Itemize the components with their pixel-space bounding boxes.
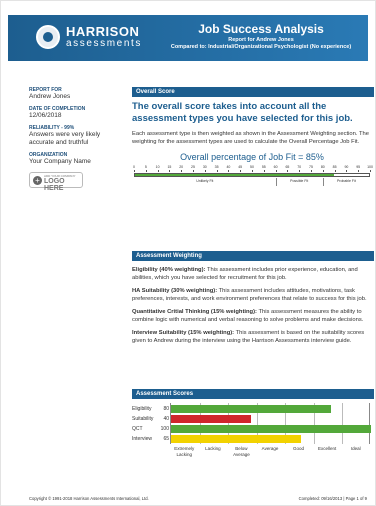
job-fit-tick-mark <box>169 170 170 172</box>
job-fit-zone-label: Probable Fit <box>336 179 356 183</box>
score-bar <box>171 405 331 413</box>
score-row-label: Suitability <box>132 416 154 422</box>
score-category-label: Good <box>293 446 305 451</box>
overall-headline: The overall score takes into account all the assessment types you have selected for this job. <box>132 101 353 124</box>
score-bar <box>171 435 301 443</box>
scores-bar: Assessment Scores <box>132 389 374 399</box>
footer-completed: Completed: 09/16/2013 | Page 1 of 9 <box>298 496 367 501</box>
report-title: Job Success Analysis <box>198 22 324 36</box>
score-row-label: Eligibility <box>132 406 152 412</box>
weighting-item-text: This assessment is based on the suitability scores given to Andrew during the interview using the Harrison Assessments interview guide. <box>132 330 365 344</box>
header-title-block <box>156 22 366 51</box>
job-fit-tick-label: 30 <box>202 165 207 169</box>
score-category-label: Lacking <box>205 446 221 451</box>
logo-placeholder-small: ADD YOUR COMPANY <box>44 174 76 178</box>
report-header <box>8 15 368 61</box>
job-fit-tick-label: 100 <box>367 165 373 169</box>
weighting-item-text: This assessment includes prior experience, education, and abilities, which you have selected for recruitment for this job. <box>132 267 358 281</box>
job-fit-tick-label: 10 <box>155 165 160 169</box>
reliability-label: RELIABILITY - 99% <box>29 125 75 131</box>
report-subtitle: Report for Andrew Jones <box>228 37 294 43</box>
weighting-item <box>132 329 372 345</box>
plus-icon: + <box>33 176 42 185</box>
job-fit-tick-mark <box>134 170 135 172</box>
job-fit-tick-label: 0 <box>133 165 135 169</box>
job-fit-tick-label: 20 <box>179 165 184 169</box>
overall-paragraph: Each assessment type is then weighted as shown in the Assessment Weighting section. The weighting for the assessment types are used to calculate the Overall Percentage Job Fit. <box>132 131 369 145</box>
job-fit-zone-label: Possible Fit <box>290 179 309 183</box>
score-row-label: Interview <box>132 436 153 442</box>
weighting-item-title: Quantitative Critial Thinking (15% weighting): <box>132 309 257 315</box>
organization-label: ORGANIZATION <box>29 152 68 158</box>
weighting-item <box>132 266 372 282</box>
job-fit-tick-mark <box>346 170 347 172</box>
score-category-label: Ideal <box>350 446 361 451</box>
job-fit-zone-divider <box>276 178 277 186</box>
job-fit-tick-mark <box>193 170 194 172</box>
assessment-scores-chart <box>132 403 372 463</box>
job-fit-tick-mark <box>146 170 147 172</box>
score-row-value: 65 <box>163 436 169 442</box>
date-value: 12/06/2018 <box>29 112 62 119</box>
harrison-logo-icon <box>36 25 60 49</box>
score-category-label: Excellent <box>318 446 337 451</box>
job-fit-tick-label: 50 <box>250 165 254 169</box>
score-row-label: QCT <box>132 426 143 432</box>
reliability-value: Answers were very likely accurate and truthful <box>29 131 101 146</box>
score-row-value: 40 <box>163 416 169 422</box>
job-fit-tick-label: 60 <box>273 165 278 169</box>
footer-copyright: Copyright © 1991-2018 Harrison Assessments International, Ltd. <box>29 496 149 501</box>
weighting-item <box>132 287 372 303</box>
score-category-label: Extremely Lacking <box>174 446 195 457</box>
job-fit-tick-label: 25 <box>191 165 195 169</box>
scores-gridline <box>342 403 343 444</box>
job-fit-tick-label: 40 <box>226 165 231 169</box>
job-fit-tick-mark <box>181 170 182 172</box>
assessment-scores-section <box>132 389 376 463</box>
report-comparison: Compared to: Industrial/Organizational Psychologist (No experience) <box>170 44 352 50</box>
job-fit-title: Overall percentage of Job Fit = 85% <box>180 152 324 162</box>
job-fit-tick-mark <box>358 170 359 172</box>
job-fit-tick-label: 85 <box>332 165 337 169</box>
job-fit-tick-label: 5 <box>144 165 147 169</box>
scores-plot-area <box>170 403 370 444</box>
job-fit-tick-mark <box>158 170 159 172</box>
job-fit-tick-label: 45 <box>238 165 243 169</box>
sidebar <box>29 87 119 192</box>
brand-name: HARRISON <box>66 24 140 39</box>
score-bar <box>171 415 251 423</box>
job-fit-tick-label: 65 <box>285 165 290 169</box>
job-fit-tick-label: 90 <box>344 165 349 169</box>
job-fit-fill <box>135 174 334 176</box>
job-fit-tick-mark <box>311 170 312 172</box>
job-fit-tick-mark <box>217 170 218 172</box>
job-fit-tick-mark <box>370 170 371 172</box>
job-fit-tick-mark <box>276 170 277 172</box>
job-fit-tick-mark <box>264 170 265 172</box>
job-fit-tick-mark <box>228 170 229 172</box>
job-fit-tick-mark <box>205 170 206 172</box>
overall-score-bar: Overall Score <box>132 87 374 97</box>
brand <box>66 25 142 49</box>
weighting-item <box>132 308 372 324</box>
weighting-item-title: HA Suitability (30% weighting): <box>132 288 218 294</box>
job-fit-tick-mark <box>335 170 336 172</box>
job-fit-tick-label: 75 <box>309 165 313 169</box>
job-fit-zone-divider <box>323 178 324 186</box>
weighting-item-text: This assessment includes attitudes, motivations, task preferences, interests, and work environment preferences that relate to success for this job. <box>132 288 367 302</box>
score-row-value: 80 <box>163 406 169 412</box>
date-label: DATE OF COMPLETION <box>29 106 86 112</box>
job-fit-track <box>134 173 370 177</box>
job-fit-zone-label: Unlikely Fit <box>196 179 214 183</box>
score-category-label: Below Average <box>233 446 250 457</box>
job-fit-tick-label: 55 <box>261 165 266 169</box>
job-fit-tick-mark <box>299 170 300 172</box>
job-fit-tick-mark <box>287 170 288 172</box>
overall-score-section <box>132 87 376 201</box>
score-bar <box>171 425 371 433</box>
assessment-weighting-section <box>132 251 376 345</box>
score-row-value: 100 <box>160 426 169 432</box>
score-category-label: Average <box>261 446 279 451</box>
company-logo-placeholder <box>29 172 83 192</box>
job-fit-scale <box>132 165 372 201</box>
weighting-item-title: Interview Suitability (15% weighting): <box>132 330 235 336</box>
job-fit-tick-mark <box>323 170 324 172</box>
organization-value: Your Company Name <box>29 158 91 165</box>
job-fit-tick-label: 95 <box>356 165 361 169</box>
logo-placeholder-big: LOGO HERE <box>44 178 65 192</box>
weighting-item-text: This assessment measures the ability to combine logic with numerical and verbal reasoning to solve problems and make decisions. <box>132 309 364 323</box>
job-fit-tick-label: 35 <box>214 165 219 169</box>
weighting-bar: Assessment Weighting <box>132 251 374 261</box>
brand-subtitle: assessments <box>66 38 142 49</box>
report-for-label: REPORT FOR <box>29 87 62 93</box>
job-fit-tick-label: 70 <box>297 165 302 169</box>
job-fit-tick-mark <box>252 170 253 172</box>
weighting-item-title: Eligibility (40% weighting): <box>132 267 206 273</box>
report-for-value: Andrew Jones <box>29 93 71 100</box>
job-fit-tick-mark <box>240 170 241 172</box>
job-fit-tick-label: 80 <box>320 165 325 169</box>
job-fit-tick-label: 15 <box>167 165 172 169</box>
